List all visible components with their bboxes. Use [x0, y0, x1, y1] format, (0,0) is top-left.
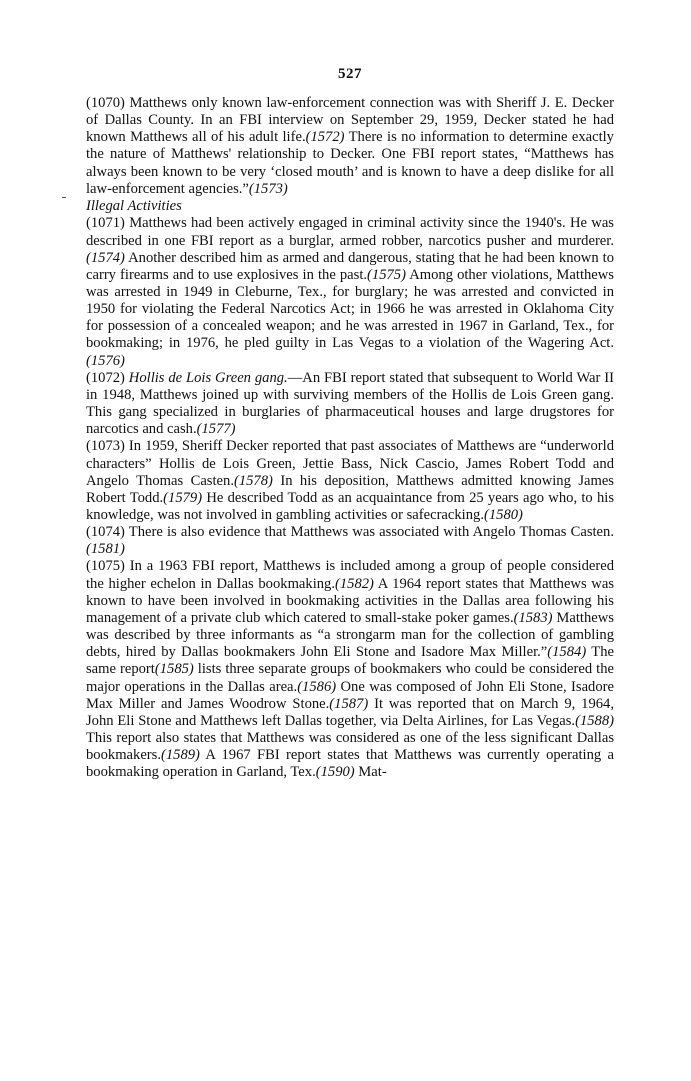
- footnote-ref: (1583): [513, 609, 553, 626]
- paragraph-text: Another described him as armed and dangerous, stating that he had been known to carry firearms and to use explosives in the past.: [86, 249, 614, 283]
- paragraph-text: In his deposition, Matthews admitted knowing James Robert Todd.: [86, 472, 614, 506]
- footnote-ref: (1587): [329, 695, 369, 712]
- paragraph-text: There is no information to determine exactly the nature of Matthews' relationship to Decker. One FBI report states, “Matthews has always been known to be very ‘closed mouth’ and is known to have a deep dislike for all law-enforcement agencies.”: [86, 129, 614, 197]
- footnote-ref: (1573): [248, 180, 288, 197]
- paragraph-text: (1070) Matthews only known law-enforcement connection was with Sheriff J. E. Decker of Dallas County. In an FBI interview on September 29, 1959, Decker stated he had known Matthews all of his adult life.: [86, 95, 614, 146]
- footnote-ref: (1589): [160, 747, 200, 764]
- paragraph-text: (1071) Matthews had been actively engaged in criminal activity since the 1940's. He was described in one FBI report as a burglar, armed robber, narcotics pusher and murderer.: [86, 215, 614, 249]
- paragraph-1073: [86, 438, 614, 524]
- paragraph-text: —An FBI report stated that subsequent to World War II in 1948, Matthews joined up with surviving members of the Hollis de Lois Green gang. This gang specialized in burglaries of pharmaceutical houses and large drugstores for narcotics and cash.: [86, 369, 614, 438]
- paragraph-text: (1073) In 1959, Sheriff Decker reported that past associates of Matthews are “underworld characters” Hollis de Lois Green, Jettie Bass, Nick Cascio, James Robert Todd and Angelo Thomas Casten.: [86, 438, 614, 489]
- paragraph-1075: [86, 558, 614, 781]
- paragraph-1072: [86, 370, 614, 439]
- footnote-ref: (1585): [154, 661, 194, 678]
- paragraph-text: Mat-: [354, 764, 387, 781]
- footnote-ref: (1580): [483, 507, 523, 523]
- footnote-ref: (1579): [163, 489, 203, 506]
- paragraph-text: (1075) In a 1963 FBI report, Matthews is included among a group of people considered the higher echelon in Dallas bookmaking.: [86, 558, 614, 592]
- footnote-ref: (1575): [367, 266, 406, 283]
- footnote-ref: (1577): [196, 421, 236, 438]
- paragraph-text: This report also states that Matthews was considered as one of the less significant Dallas bookmakers.: [86, 730, 614, 764]
- paragraph-text: Matthews was described by three informants as “a strongarm man for the collection of gambling debts, hired by Dallas bookmakers John Eli Stone and Isadore Max Miller.”: [86, 609, 614, 661]
- footnote-ref: (1582): [335, 575, 374, 592]
- paragraph-text: He described Todd as an acquaintance from 25 years ago who, to his knowledge, was not involved in gambling activities or safecracking.: [86, 489, 614, 523]
- paragraph-1070: [86, 95, 614, 198]
- page-number: 527: [338, 66, 362, 82]
- footnote-ref: (1572): [305, 129, 345, 146]
- paragraph-text: A 1967 FBI report states that Matthews was currently operating a bookmaking operation in Garland, Tex.: [86, 747, 614, 781]
- footnote-ref: (1576): [86, 352, 125, 369]
- footnote-ref: (1590): [315, 764, 355, 781]
- footnote-ref: (1581): [86, 541, 125, 558]
- paragraph-text: Among other violations, Matthews was arrested in 1949 in Cleburne, Tex., for burglary; he was arrested and convicted in 1950 for violating the Federal Narcotics Act; in 1966 he was arrested in Oklahoma City for possession of a concealed weapon; and he was arrested in 1967 in Garland, Tex., for bookmaking; in 1976, he pled guilty in Las Vegas to a violation of the Wagering Act.: [86, 266, 614, 352]
- document-page: [86, 66, 614, 782]
- footnote-ref: (1586): [297, 678, 337, 695]
- paragraph-1071: [86, 215, 614, 369]
- margin-mark: [62, 197, 66, 198]
- paragraph-text: (1074) There is also evidence that Matthews was associated with Angelo Thomas Casten.: [86, 524, 614, 541]
- paragraph-text: (1072): [86, 369, 129, 386]
- footnote-ref: (1574): [86, 249, 125, 266]
- paragraph-text: One was composed of John Eli Stone, Isadore Max Miller and James Woodrow Stone.: [86, 678, 614, 712]
- paragraph-text: The same report: [86, 644, 614, 678]
- footnote-ref: (1584): [547, 644, 587, 661]
- paragraph-text: A 1964 report states that Matthews was known to have been involved in bookmaking activities in the Dallas area following his management of a private club which catered to small-stake poker games.: [86, 575, 614, 626]
- paragraph-1074: [86, 524, 614, 558]
- subsection-title: Hollis de Lois Green gang.: [128, 369, 288, 386]
- section-heading: Illegal Activities: [86, 197, 182, 214]
- footnote-ref: (1578): [233, 472, 273, 489]
- paragraph-text: lists three separate groups of bookmakers who could be considered the major operations in the Dallas area.: [86, 661, 614, 695]
- paragraph-text: It was reported that on March 9, 1964, John Eli Stone and Matthews left Dallas together, via Delta Airlines, for Las Vegas.: [86, 695, 615, 729]
- footnote-ref: (1588): [575, 712, 614, 729]
